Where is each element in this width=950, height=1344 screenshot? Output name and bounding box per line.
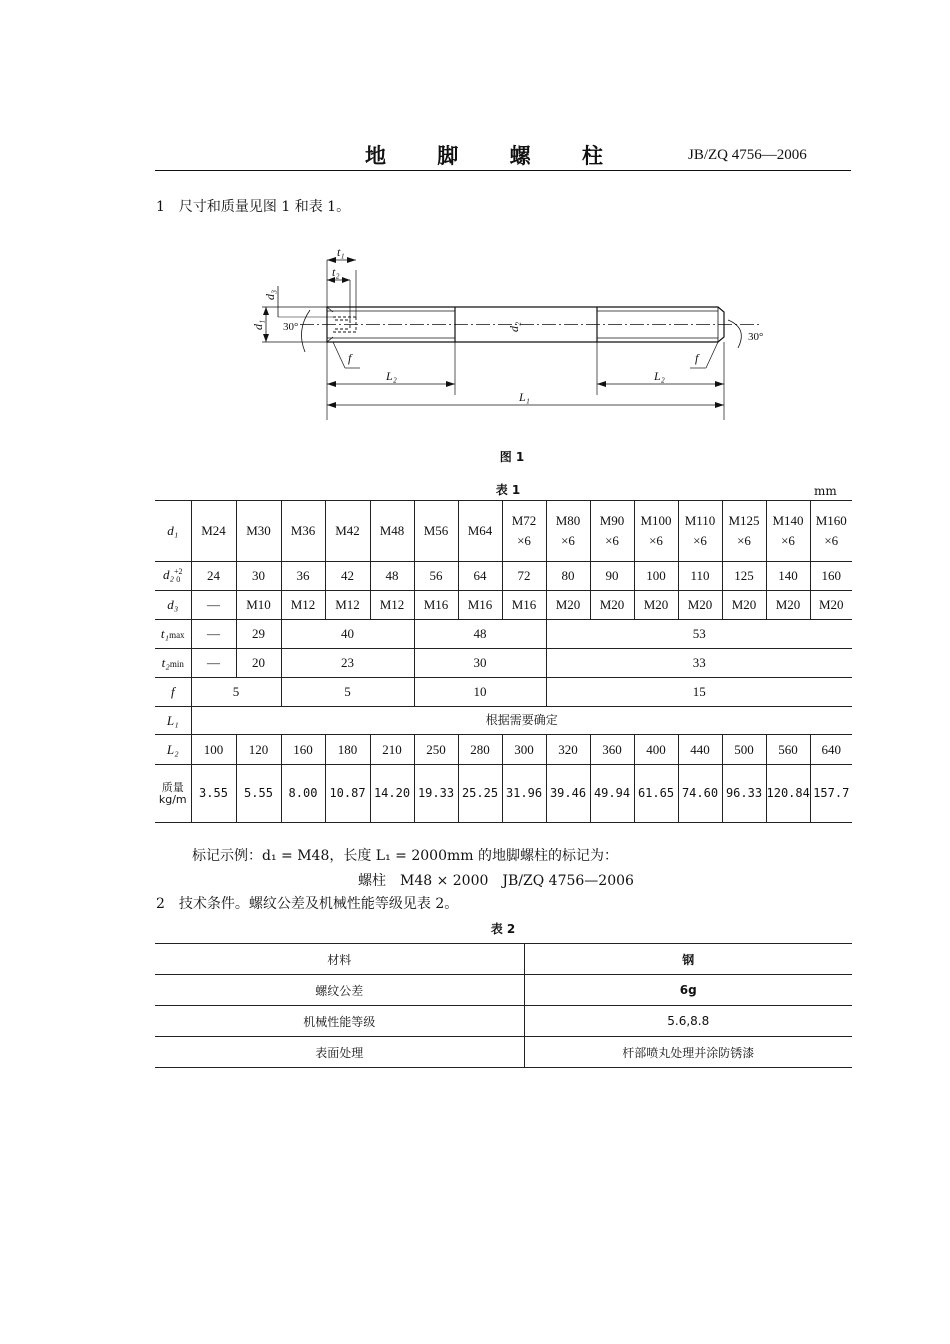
table-row-d1 <box>155 501 852 562</box>
label-l1: L₁ <box>519 390 530 404</box>
cell-d2: 140 <box>766 562 810 591</box>
table2-caption: 表 2 <box>490 922 516 936</box>
cell-l2: 640 <box>810 735 852 765</box>
cell-mass: 120.84 <box>766 765 810 823</box>
table-row-mass <box>155 765 852 823</box>
cell-mass: 157.7 <box>810 765 852 823</box>
row-head-mass: 质量 kg/m <box>155 765 191 823</box>
table-row-f <box>155 678 852 707</box>
cell-mass: 14.20 <box>370 765 414 823</box>
cell-t2: 33 <box>546 649 852 678</box>
label-f-left: f <box>348 351 352 365</box>
header-rule <box>155 170 851 171</box>
cell-mass: 19.33 <box>414 765 458 823</box>
table-row-l2 <box>155 735 852 765</box>
cell-mass: 5.55 <box>236 765 281 823</box>
cell-d2: 90 <box>590 562 634 591</box>
cell-f: 5 <box>191 678 281 707</box>
cell-value: 钢 <box>524 944 852 975</box>
cell-d2: 64 <box>458 562 502 591</box>
cell-d1: M42 <box>325 501 370 562</box>
cell-d2: 125 <box>722 562 766 591</box>
cell-l2: 400 <box>634 735 678 765</box>
table1-caption: 表 1 <box>495 483 521 497</box>
table-row <box>155 1006 852 1037</box>
cell-d2: 100 <box>634 562 678 591</box>
label-d2: d₂ <box>507 321 521 332</box>
cell-d3: M20 <box>678 591 722 620</box>
cell-mass: 3.55 <box>191 765 236 823</box>
row-head-t2: t₂min <box>155 649 191 678</box>
cell-t2: — <box>191 649 236 678</box>
cell-mass: 49.94 <box>590 765 634 823</box>
cell-d1: M90 ×6 <box>590 501 634 562</box>
cell-d3: M12 <box>370 591 414 620</box>
cell-d1: M30 <box>236 501 281 562</box>
cell-label: 表面处理 <box>155 1037 524 1068</box>
cell-d3: M12 <box>281 591 325 620</box>
cell-f: 10 <box>414 678 546 707</box>
cell-t1: 29 <box>236 620 281 649</box>
cell-d3: M20 <box>546 591 590 620</box>
cell-mass: 8.00 <box>281 765 325 823</box>
cell-d2: 42 <box>325 562 370 591</box>
cell-l2: 560 <box>766 735 810 765</box>
label-l2-left: L₂ <box>386 369 397 383</box>
cell-f: 15 <box>546 678 852 707</box>
cell-l2: 300 <box>502 735 546 765</box>
cell-l2: 180 <box>325 735 370 765</box>
cell-l2: 210 <box>370 735 414 765</box>
cell-d3: M12 <box>325 591 370 620</box>
cell-t2: 20 <box>236 649 281 678</box>
row-head-f: f <box>155 678 191 707</box>
cell-t1: 40 <box>281 620 414 649</box>
cell-d3: M20 <box>766 591 810 620</box>
table-row-l1 <box>155 707 852 735</box>
cell-d3: M16 <box>458 591 502 620</box>
cell-d3: M16 <box>502 591 546 620</box>
cell-mass: 39.46 <box>546 765 590 823</box>
cell-l2: 320 <box>546 735 590 765</box>
table-row-d2 <box>155 562 852 591</box>
label-f-right: f <box>695 351 699 365</box>
cell-d2: 24 <box>191 562 236 591</box>
table-row <box>155 1037 852 1068</box>
cell-mass: 10.87 <box>325 765 370 823</box>
cell-d2: 110 <box>678 562 722 591</box>
cell-l2: 280 <box>458 735 502 765</box>
cell-d2: 48 <box>370 562 414 591</box>
cell-d2: 80 <box>546 562 590 591</box>
cell-d1: M72 ×6 <box>502 501 546 562</box>
cell-d2: 160 <box>810 562 852 591</box>
marking-example-line1: 标记示例：d₁ = M48，长度 L₁ = 2000mm 的地脚螺柱的标记为： <box>192 848 618 864</box>
cell-label: 螺纹公差 <box>155 975 524 1006</box>
cell-d2: 72 <box>502 562 546 591</box>
stud-drawing <box>240 240 780 425</box>
cell-t1: — <box>191 620 236 649</box>
label-angle-left: 30° <box>283 321 299 333</box>
label-t2: t₂ <box>332 265 340 279</box>
cell-l2: 120 <box>236 735 281 765</box>
cell-d2: 30 <box>236 562 281 591</box>
cell-t1: 48 <box>414 620 546 649</box>
cell-mass: 96.33 <box>722 765 766 823</box>
cell-d3: M20 <box>722 591 766 620</box>
row-head-l2: L₂ <box>155 735 191 765</box>
cell-d1: M125 ×6 <box>722 501 766 562</box>
cell-mass: 61.65 <box>634 765 678 823</box>
cell-mass: 74.60 <box>678 765 722 823</box>
cell-d3: M20 <box>590 591 634 620</box>
cell-l2: 440 <box>678 735 722 765</box>
cell-t1: 53 <box>546 620 852 649</box>
cell-t2: 30 <box>414 649 546 678</box>
standard-number: JB/ZQ 4756—2006 <box>688 147 807 163</box>
cell-d1: M48 <box>370 501 414 562</box>
cell-label: 机械性能等级 <box>155 1006 524 1037</box>
row-head-l1: L₁ <box>155 707 191 735</box>
cell-d1: M110 ×6 <box>678 501 722 562</box>
table1-unit: mm <box>814 484 837 498</box>
cell-d3: M10 <box>236 591 281 620</box>
cell-l2: 100 <box>191 735 236 765</box>
cell-d3: M20 <box>634 591 678 620</box>
label-d3: d₃ <box>263 289 277 300</box>
label-l2-right: L₂ <box>654 369 665 383</box>
cell-d3: — <box>191 591 236 620</box>
cell-value: 6g <box>524 975 852 1006</box>
row-head-d2: d₂ +2 0 <box>155 562 191 591</box>
cell-mass: 25.25 <box>458 765 502 823</box>
cell-value: 5.6,8.8 <box>524 1006 852 1037</box>
row-head-t1: t₁max <box>155 620 191 649</box>
cell-d2: 36 <box>281 562 325 591</box>
cell-d1: M56 <box>414 501 458 562</box>
row-head-d1: d₁ <box>155 501 191 562</box>
table-row <box>155 944 852 975</box>
table-row <box>155 975 852 1006</box>
cell-mass: 31.96 <box>502 765 546 823</box>
cell-d1: M24 <box>191 501 236 562</box>
cell-t2: 23 <box>281 649 414 678</box>
cell-d1: M64 <box>458 501 502 562</box>
cell-d2: 56 <box>414 562 458 591</box>
cell-l2: 500 <box>722 735 766 765</box>
figure-caption: 图 1 <box>499 450 525 464</box>
cell-d3: M20 <box>810 591 852 620</box>
cell-d1: M140 ×6 <box>766 501 810 562</box>
cell-value: 杆部喷丸处理并涂防锈漆 <box>524 1037 852 1068</box>
dimension-table <box>155 500 852 823</box>
row-head-d3: d₃ <box>155 591 191 620</box>
section-2-text: 2 技术条件。螺纹公差及机械性能等级见表 2。 <box>156 896 459 912</box>
cell-d1: M160 ×6 <box>810 501 852 562</box>
cell-l2: 250 <box>414 735 458 765</box>
label-d1: d₁ <box>251 319 265 330</box>
cell-d1: M80 ×6 <box>546 501 590 562</box>
table-row-d3 <box>155 591 852 620</box>
cell-l2: 360 <box>590 735 634 765</box>
table-row-t1 <box>155 620 852 649</box>
marking-example-line2: 螺柱 M48 × 2000 JB/ZQ 4756—2006 <box>358 873 634 889</box>
cell-label: 材料 <box>155 944 524 975</box>
cell-l1: 根据需要确定 <box>191 707 852 735</box>
cell-d3: M16 <box>414 591 458 620</box>
cell-d1: M100 ×6 <box>634 501 678 562</box>
cell-l2: 160 <box>281 735 325 765</box>
page-title: 地 脚 螺 柱 <box>365 144 625 168</box>
cell-f: 5 <box>281 678 414 707</box>
label-t1: t₁ <box>337 245 345 259</box>
section-1-text: 1 尺寸和质量见图 1 和表 1。 <box>156 199 351 215</box>
table-row-t2 <box>155 649 852 678</box>
technical-conditions-table <box>155 943 852 1068</box>
cell-d1: M36 <box>281 501 325 562</box>
label-angle-right: 30° <box>748 331 764 343</box>
